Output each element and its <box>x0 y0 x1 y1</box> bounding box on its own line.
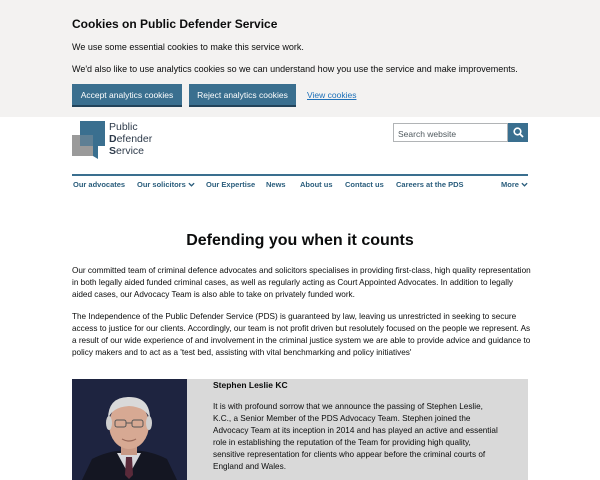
independence-paragraph: The Independence of the Public Defender Service (PDS) is guaranteed by law, leaving us unrestricted in seeking to secure access to justice for our clients. Accordingly, our team is not profit driven but resolutely focused on the people we represent. As a result of our wide experience of and involvement in the criminal justice system we are able to provide advice and guidance to policy makers and to act as a 'test bed, assisting with vital benchmarking and policy initiatives' <box>72 312 531 357</box>
logo-rest-service: ervice <box>116 145 145 157</box>
nav-item-our-advocates[interactable] <box>73 180 125 189</box>
chevron-down-icon <box>521 181 528 188</box>
chevron-down-icon <box>188 181 195 188</box>
accept-analytics-cookies-button[interactable]: Accept analytics cookies <box>72 84 182 105</box>
nav-item-label: Our Expertise <box>206 180 256 189</box>
nav-item-label: Careers at the PDS <box>396 180 464 189</box>
memorial-name: Stephen Leslie KC <box>213 380 288 390</box>
pds-logo[interactable] <box>72 121 172 161</box>
search-box <box>393 123 508 142</box>
pds-logo-icon <box>72 121 106 161</box>
nav-item-our-solicitors[interactable] <box>137 180 195 189</box>
nav-item-our-expertise[interactable] <box>206 180 255 189</box>
logo-line-public: Public <box>109 121 138 133</box>
nav-item-label: Our advocates <box>73 180 126 189</box>
nav-item-label: Contact us <box>345 180 384 189</box>
intro-paragraph: Our committed team of criminal defence advocates and solicitors specialises in providing first-class, high quality representation in both legally aided funded criminal cases, as well as regularly acting as Court Appointed Advocates. In addition to legally aided cases, our Advocacy Team is also able to take on privately funded work. <box>72 266 531 299</box>
logo-rest-defender: efender <box>116 133 153 145</box>
memorial-photo <box>72 379 187 480</box>
nav-item-label: News <box>266 180 286 189</box>
page-title: Defending you when it counts <box>186 232 414 249</box>
cookie-banner-text-analytics: We'd also like to use analytics cookies so we can understand how you use the service and make improvements. <box>72 64 518 74</box>
pds-logo-text <box>109 121 152 157</box>
search-icon <box>513 127 524 138</box>
logo-line-defender <box>109 133 152 145</box>
memorial-text: It is with profound sorrow that we announce the passing of Stephen Leslie, K.C., a Senior Member of the PDS Advocacy Team. Stephen joined the Advocacy Team at its inception in 2014 and has played an active and essential role in establishing the reputation of the Team for providing high quality, sensitive representation for clients who appear before the criminal courts of England and Wales. <box>213 402 498 471</box>
nav-item-label: More <box>501 180 519 189</box>
view-cookies-link[interactable]: View cookies <box>307 90 357 100</box>
nav-item-contact-us[interactable] <box>345 180 384 189</box>
nav-item-label: About us <box>300 180 333 189</box>
nav-item-more[interactable] <box>501 180 528 189</box>
search-button[interactable] <box>508 123 528 142</box>
nav-item-careers[interactable] <box>396 180 464 189</box>
nav-item-news[interactable] <box>266 180 286 189</box>
logo-initial-d: D <box>109 133 117 145</box>
portrait-image <box>72 379 187 480</box>
logo-line-service <box>109 145 152 157</box>
reject-analytics-cookies-button[interactable]: Reject analytics cookies <box>189 84 296 105</box>
logo-initial-s: S <box>109 145 117 157</box>
cookie-banner-title: Cookies on Public Defender Service <box>72 17 278 31</box>
cookie-banner-text: We use some essential cookies to make this service work. <box>72 42 304 52</box>
main-navigation <box>0 180 600 194</box>
nav-divider <box>72 174 528 176</box>
nav-item-about-us[interactable] <box>300 180 333 189</box>
cookie-banner <box>0 0 600 117</box>
search-input[interactable] <box>394 126 507 143</box>
nav-item-label: Our solicitors <box>137 180 186 189</box>
